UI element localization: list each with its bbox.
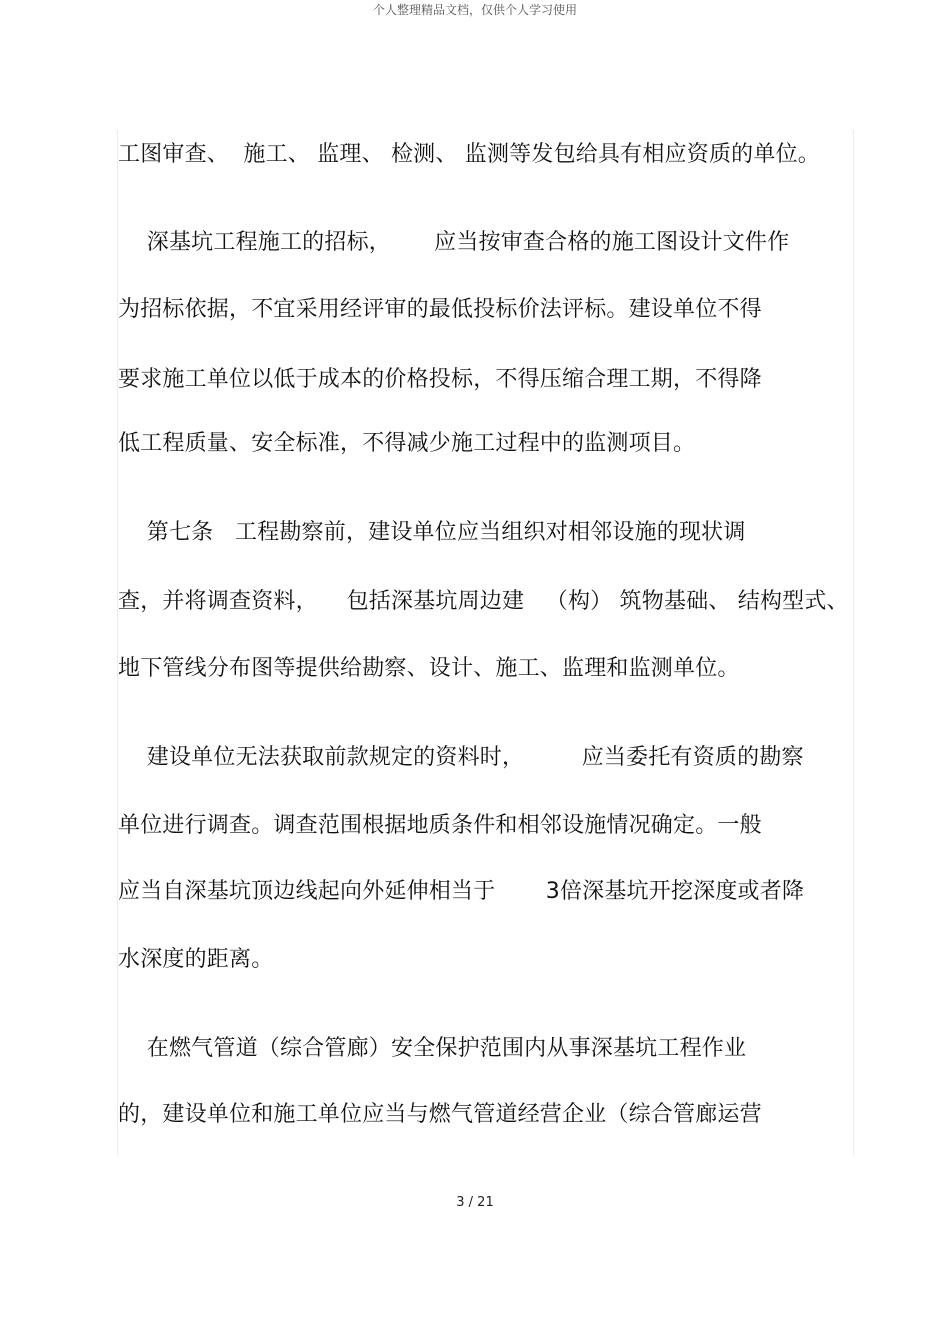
body-line-1: 工图审查、 施工、 监理、 检测、 监测等发包给具有相应资质的单位。 bbox=[118, 142, 820, 167]
content-frame bbox=[117, 130, 854, 1155]
body-line-9: 建设单位无法获取前款规定的资料时， 应当委托有资质的勘察 bbox=[118, 745, 804, 770]
body-line-13: 在燃气管道（综合管廊）安全保护范围内从事深基坑工程作业 bbox=[118, 1036, 747, 1061]
body-line-3: 为招标依据，不宜采用经评审的最低投标价法评标。建设单位不得 bbox=[118, 297, 762, 322]
body-line-5: 低工程质量、安全标准，不得减少施工过程中的监测项目。 bbox=[118, 431, 696, 456]
body-line-8: 地下管线分布图等提供给勘察、设计、施工、监理和监测单位。 bbox=[118, 656, 740, 681]
body-line-2: 深基坑工程施工的招标， 应当按审查合格的施工图设计文件作 bbox=[118, 230, 790, 255]
body-line-11: 应当自深基坑顶边线起向外延伸相当于 3倍深基坑开挖深度或者降 bbox=[118, 879, 805, 904]
body-line-14: 的，建设单位和施工单位应当与燃气管道经营企业（综合管廊运营 bbox=[118, 1102, 762, 1127]
body-line-12: 水深度的距离。 bbox=[118, 947, 274, 972]
body-line-10: 单位进行调查。调查范围根据地质条件和相邻设施情况确定。一般 bbox=[118, 813, 762, 838]
body-line-4: 要求施工单位以低于成本的价格投标，不得压缩合理工期，不得降 bbox=[118, 367, 762, 392]
body-line-7: 查，并将调查资料， 包括深基坑周边建 （构） 筑物基础、 结构型式、 bbox=[118, 589, 849, 614]
body-line-6: 第七条 工程勘察前，建设单位应当组织对相邻设施的现状调 bbox=[118, 520, 746, 545]
page-number: 3 / 21 bbox=[456, 1195, 494, 1210]
page-header-note: 个人整理精品文档，仅供个人学习使用 bbox=[372, 3, 577, 17]
